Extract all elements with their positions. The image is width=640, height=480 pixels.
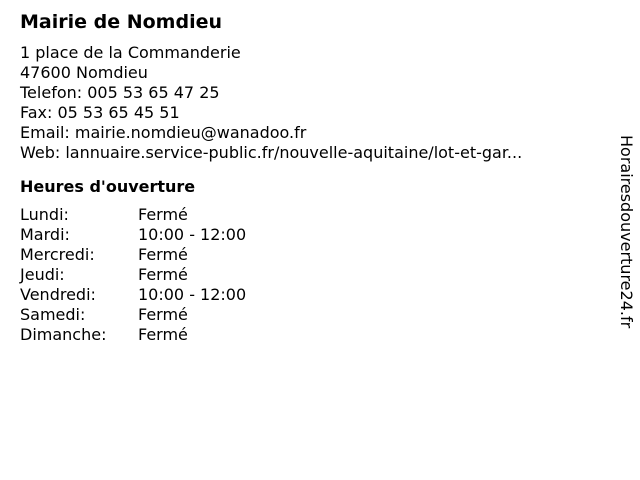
- hours-row: [20, 225, 600, 245]
- hours-day: Mardi:: [20, 225, 70, 244]
- hours-time: 10:00 - 12:00: [138, 225, 247, 244]
- hours-heading: Heures d'ouverture: [20, 177, 196, 196]
- page-title: Mairie de Nomdieu: [20, 11, 223, 33]
- main-content: [20, 10, 600, 345]
- fax-number: Fax: 05 53 65 45 51: [20, 103, 180, 122]
- hours-row: [20, 305, 600, 325]
- site-watermark: Horairesdouverture24.fr: [617, 135, 636, 329]
- web-label: Web:: [20, 143, 66, 162]
- address-street: 1 place de la Commanderie: [20, 43, 241, 62]
- hours-day: Vendredi:: [20, 285, 96, 304]
- hours-time: 10:00 - 12:00: [138, 285, 247, 304]
- hours-day: Dimanche:: [20, 325, 107, 344]
- email-label: Email:: [20, 123, 75, 142]
- hours-row: [20, 205, 600, 225]
- hours-time: Fermé: [138, 305, 188, 324]
- hours-day: Jeudi:: [20, 265, 65, 284]
- web-line: [20, 143, 600, 163]
- hours-row: [20, 325, 600, 345]
- web-link[interactable]: lannuaire.service-public.fr/nouvelle-aquitaine/lot-et-gar...: [65, 143, 523, 162]
- hours-time: Fermé: [138, 325, 188, 344]
- hours-time: Fermé: [138, 205, 188, 224]
- hours-row: [20, 245, 600, 265]
- hours-time: Fermé: [138, 245, 188, 264]
- hours-time: Fermé: [138, 265, 188, 284]
- address-city: 47600 Nomdieu: [20, 63, 148, 82]
- hours-day: Mercredi:: [20, 245, 95, 264]
- email-link[interactable]: mairie.nomdieu@wanadoo.fr: [74, 123, 307, 142]
- hours-table: [20, 205, 600, 345]
- hours-day: Lundi:: [20, 205, 69, 224]
- hours-row: [20, 265, 600, 285]
- phone-number: Telefon: 005 53 65 47 25: [20, 83, 220, 102]
- email-line: [20, 123, 600, 143]
- hours-day: Samedi:: [20, 305, 86, 324]
- hours-row: [20, 285, 600, 305]
